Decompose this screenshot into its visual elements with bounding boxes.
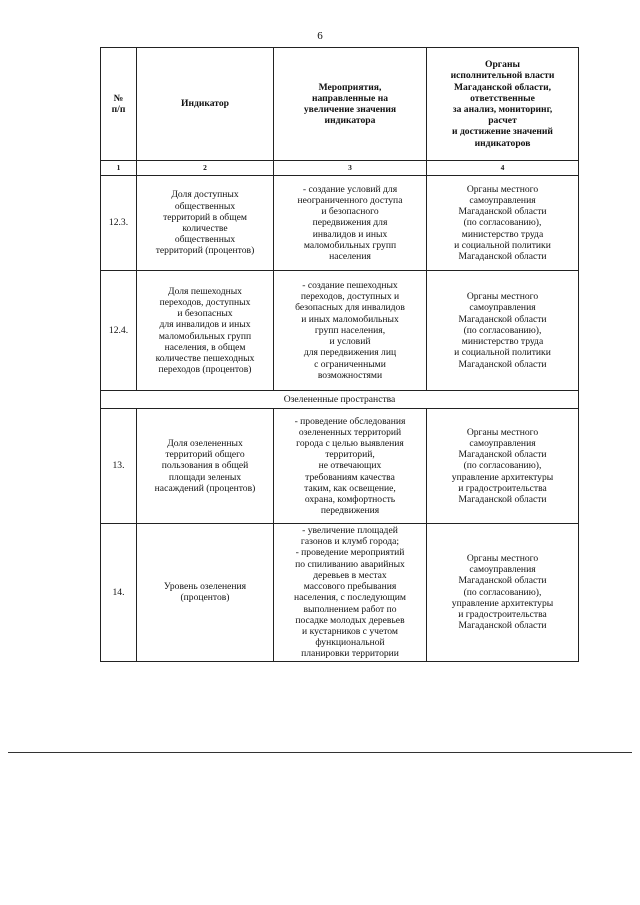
header-indicator: Индикатор bbox=[137, 48, 274, 161]
measures-cell: - проведение обследования озелененных территорий города с целью выявления территорий, не отвечающих требованиям качества таким, как освещение, охрана, комфортность передвижения bbox=[274, 409, 427, 524]
header-row bbox=[101, 48, 579, 161]
row-number: 14. bbox=[101, 524, 137, 662]
column-number: 2 bbox=[137, 161, 274, 176]
row-number: 12.4. bbox=[101, 271, 137, 391]
indicator-cell: Доля озелененных территорий общего пользования в общей площади зеленых насаждений (процентов) bbox=[137, 409, 274, 524]
authorities-cell: Органы местного самоуправления Магаданской области (по согласованию), министерство труда и социальной политики Магаданской области bbox=[427, 271, 579, 391]
header-authorities: Органы исполнительной власти Магаданской области, ответственные за анализ, мониторинг, расчет и достижение значений индикаторов bbox=[427, 48, 579, 161]
column-number: 3 bbox=[274, 161, 427, 176]
row-number: 12.3. bbox=[101, 176, 137, 271]
measures-cell: - увеличение площадей газонов и клумб города; - проведение мероприятий по спиливанию аварийных деревьев в местах массового пребывания населения, с последующим выполнением работ по посадке молодых деревьев и кустарников с учетом функциональной планировки территории bbox=[274, 524, 427, 662]
header-number: № п/п bbox=[101, 48, 137, 161]
row-number: 13. bbox=[101, 409, 137, 524]
indicators-table bbox=[100, 47, 579, 662]
page-number: 6 bbox=[317, 30, 323, 42]
table-row bbox=[101, 271, 579, 391]
bottom-divider bbox=[8, 752, 632, 753]
authorities-cell: Органы местного самоуправления Магаданской области (по согласованию), управление архитектуры и градостроительства Магаданской области bbox=[427, 409, 579, 524]
header-measures: Мероприятия, направленные на увеличение значения индикатора bbox=[274, 48, 427, 161]
authorities-cell: Органы местного самоуправления Магаданской области (по согласованию), управление архитектуры и градостроительства Магаданской области bbox=[427, 524, 579, 662]
measures-cell: - создание пешеходных переходов, доступных и безопасных для инвалидов и иных маломобильных групп населения, и условий для передвижения лиц с ограниченными возможностями bbox=[274, 271, 427, 391]
indicator-cell: Доля пешеходных переходов, доступных и безопасных для инвалидов и иных маломобильных групп населения, в общем количестве пешеходных переходов (процентов) bbox=[137, 271, 274, 391]
column-number: 4 bbox=[427, 161, 579, 176]
section-title: Озелененные пространства bbox=[101, 391, 579, 409]
section-row bbox=[101, 391, 579, 409]
table-row bbox=[101, 176, 579, 271]
table-row bbox=[101, 409, 579, 524]
measures-cell: - создание условий для неограниченного доступа и безопасного передвижения для инвалидов и иных маломобильных групп населения bbox=[274, 176, 427, 271]
column-number: 1 bbox=[101, 161, 137, 176]
table-row bbox=[101, 524, 579, 662]
column-numbers-row bbox=[101, 161, 579, 176]
authorities-cell: Органы местного самоуправления Магаданской области (по согласованию), министерство труда и социальной политики Магаданской области bbox=[427, 176, 579, 271]
indicator-cell: Доля доступных общественных территорий в общем количестве общественных территорий (процентов) bbox=[137, 176, 274, 271]
indicator-cell: Уровень озеленения (процентов) bbox=[137, 524, 274, 662]
